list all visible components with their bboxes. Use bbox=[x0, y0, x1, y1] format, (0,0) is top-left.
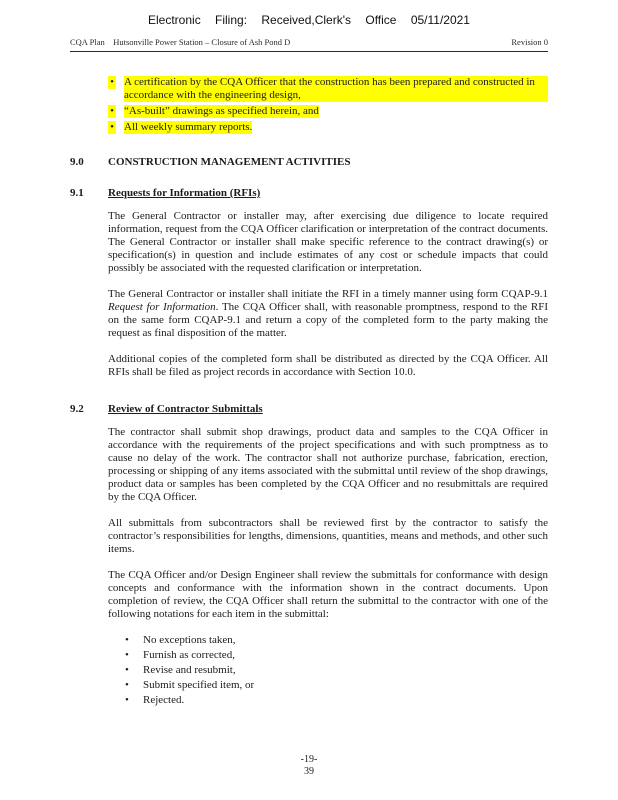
bullet-icon: • bbox=[108, 76, 116, 89]
paragraph: Additional copies of the completed form shall be distributed as directed by the CQA Officer. All RFIs shall be filed as project records in accordance with Section 10.0. bbox=[108, 353, 548, 378]
paragraph: The CQA Officer and/or Design Engineer shall review the submittals for conformance with design concepts and conformance with the information shown in the contract documents. Upon completion of review, the CQA Officer shall return the submittal to the contractor with one of the following notations for each item in the submittal: bbox=[108, 569, 548, 620]
section-number: 9.1 bbox=[70, 187, 84, 199]
section-heading-9-2 bbox=[70, 403, 548, 416]
page-footer bbox=[0, 754, 618, 778]
paragraph-text: The General Contractor or installer shall initiate the RFI in a timely manner using form CQAP-9.1 bbox=[108, 288, 548, 300]
section-number: 9.0 bbox=[70, 156, 84, 168]
header-rule bbox=[70, 51, 548, 52]
bullet-icon: • bbox=[125, 649, 129, 661]
list-item bbox=[125, 649, 548, 662]
section-heading-9-0 bbox=[70, 156, 548, 169]
bullet-icon: • bbox=[108, 121, 116, 134]
list-item bbox=[125, 664, 548, 677]
section-title: CONSTRUCTION MANAGEMENT ACTIVITIES bbox=[108, 156, 351, 168]
bullet-icon: • bbox=[125, 679, 129, 691]
list-item bbox=[125, 679, 548, 692]
bullet-icon: • bbox=[125, 634, 129, 646]
highlighted-bullet-list bbox=[108, 76, 548, 134]
list-item bbox=[108, 76, 548, 102]
notation-bullet-list bbox=[125, 634, 548, 707]
list-item bbox=[125, 634, 548, 647]
list-item bbox=[108, 105, 548, 118]
document-header bbox=[70, 36, 548, 49]
paragraph-text: . The CQA Officer shall, with reasonable promptness, respond to the RFI on the same form CQAP-9.1 and return a copy of the completed form to the party making the request as final disposition of the matter. bbox=[108, 301, 548, 339]
italic-form-title: Request for Information bbox=[108, 301, 216, 313]
paragraph: All submittals from subcontractors shall be reviewed first by the contractor to satisfy the contractor’s responsibilities for lengths, dimensions, quantities, means and methods, and other such items. bbox=[108, 517, 548, 555]
bullet-icon: • bbox=[125, 664, 129, 676]
bullet-icon: • bbox=[125, 694, 129, 706]
header-left-text: CQA Plan Hutsonville Power Station – Closure of Ash Pond D bbox=[70, 37, 291, 47]
efiling-stamp: Electronic Filing: Received,Clerk's Office 05/11/2021 bbox=[148, 13, 470, 27]
bullet-text: “As-built” drawings as specified herein, and bbox=[124, 105, 319, 117]
bullet-text: Revise and resubmit, bbox=[143, 664, 236, 676]
section-title: Review of Contractor Submittals bbox=[108, 403, 263, 415]
bullet-text: Rejected. bbox=[143, 694, 185, 706]
bullet-icon: • bbox=[108, 105, 116, 118]
paragraph: The contractor shall submit shop drawings, product data and samples to the CQA Officer in accordance with the requirements of the project specifications and with such promptness as to cause no delay of the work. The contractor shall not authorize purchase, fabrication, erection, processing or shipping of any items associated with the submittal until review of the shop drawings, product data or samples has been completed by the CQA Officer and no resubmittals are required by the CQA Officer. bbox=[108, 426, 548, 503]
bullet-text: A certification by the CQA Officer that the construction has been prepared and constructed in accordance with the engineering design, bbox=[124, 76, 548, 102]
pdf-page-number: 39 bbox=[304, 766, 314, 777]
header-revision-text: Revision 0 bbox=[511, 37, 548, 47]
bullet-text: Submit specified item, or bbox=[143, 679, 255, 691]
bullet-text: No exceptions taken, bbox=[143, 634, 236, 646]
document-page-number: -19- bbox=[300, 754, 318, 765]
section-number: 9.2 bbox=[70, 403, 84, 415]
list-item bbox=[125, 694, 548, 707]
bullet-text: All weekly summary reports. bbox=[124, 121, 253, 133]
list-item bbox=[108, 121, 548, 134]
section-title: Requests for Information (RFIs) bbox=[108, 187, 261, 199]
bullet-text: Furnish as corrected, bbox=[143, 649, 235, 661]
section-heading-9-1 bbox=[70, 187, 548, 200]
paragraph: The General Contractor or installer may, after exercising due diligence to locate required information, request from the CQA Officer clarification or interpretation of the contract documents. The General Contractor or installer shall make specific reference to the contract drawing(s) or specification(s) in question and include estimates of any cost or schedule impacts that could possibly be associated with the requested clarification or interpretation. bbox=[108, 210, 548, 274]
paragraph bbox=[108, 288, 548, 340]
